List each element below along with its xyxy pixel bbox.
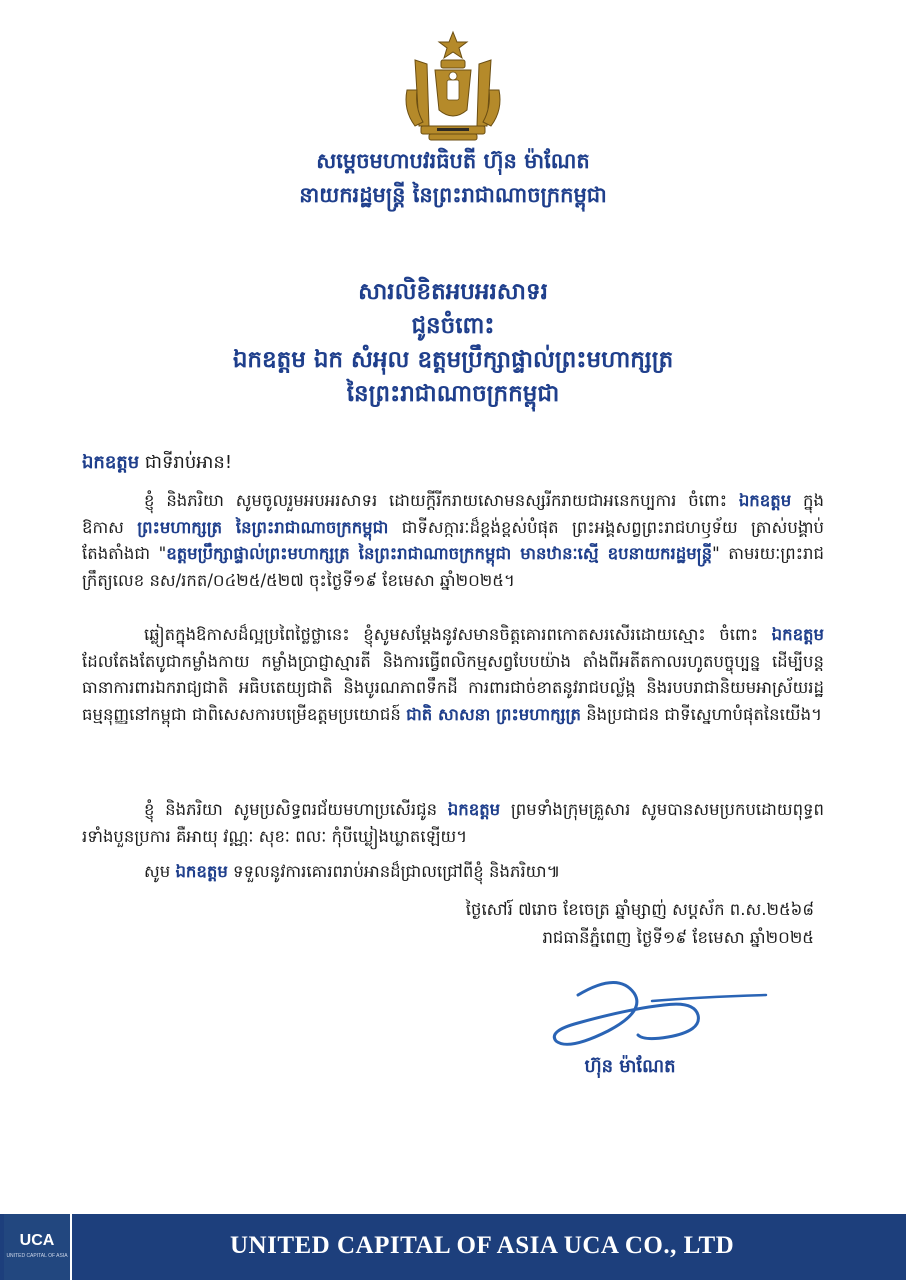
salutation	[82, 450, 232, 477]
logo-subtext: UNITED CAPITAL OF ASIA	[6, 1253, 68, 1259]
date-lunar: ថ្ងៃសៅរ៍ ៧រោច ខែចេត្រ ឆ្នាំម្សាញ់ សប្តស័ក ព.ស.២៥៦៨	[465, 900, 814, 919]
company-name: UNITED CAPITAL OF ASIA UCA CO., LTD	[230, 1232, 735, 1259]
salutation-honorific: ឯកឧត្តម	[82, 452, 140, 473]
date-solar: រាជធានីភ្នំពេញ ថ្ងៃទី១៩ ខែមេសា ឆ្នាំ២០២៥	[542, 928, 814, 947]
paragraph-closing: សូម ឯកឧត្តម ទទួលនូវការគោរពរាប់អានដ៏ជ្រាលជ្រៅពីខ្ញុំ និងភរិយា៕	[144, 862, 561, 881]
signatory-name: ហ៊ុន ម៉ាណែត	[584, 1056, 676, 1077]
paragraph-appreciation: ឆ្លៀតក្នុងឱកាសដ៏ល្អប្រពៃថ្លៃថ្លានេះ ខ្ញុំសូមសម្តែងនូវសមានចិត្តគោរពកោតសរសើរដោយស្មោះ ចំពោះ ឯកឧត្តម ដែលតែងតែបូជាកម្លាំងកាយ កម្លាំងប្រាជ្ញាស្មារតី និងការធ្វើពលិកម្មសព្វបែបយ៉ាង តាំងពីអតីតកាលរហូតបច្ចុប្បន្ន ដើម្បីបន្តធានាការពារឯករាជ្យជាតិ អធិបតេយ្យជាតិ និងបូរណភាពទឹកដី ការពារជាច់ខាតនូវរាជបល្ល័ង្ក និងរបបរាជានិយមអាស្រ័យរដ្ឋធម្មនុញ្ញនៅកម្ពុជា ជាពិសេសការបម្រើឧត្តមប្រយោជន៍ ជាតិ សាសនា ព្រះមហាក្សត្រ និងប្រជាជន ជាទីស្នេហាបំផុតនៃយើង។	[82, 625, 824, 724]
prime-minister-title: នាយករដ្ឋមន្ត្រី នៃព្រះរាជាណាចក្រកម្ពុជា	[299, 183, 607, 207]
prime-minister-name: សម្តេចមហាបវរធិបតី ហ៊ុន ម៉ាណែត	[316, 149, 590, 173]
letter-recipient-name: ឯកឧត្តម ឯក សំអុល ឧត្តមប្រឹក្សាផ្ទាល់ព្រះមហាក្សត្រ	[232, 347, 674, 373]
paragraph-blessings: ខ្ញុំ និងភរិយា សូមប្រសិទ្ធពរជ័យមហាប្រសើរជូន ឯកឧត្តម ព្រមទាំងក្រុមគ្រួសារ សូមបានសមប្រកបដោយពុទ្ធពរទាំងបួនប្រការ គឺអាយុ វណ្ណៈ សុខៈ ពលៈ កុំបីឃ្លៀងឃ្លាតឡើយ។	[82, 800, 825, 846]
handwritten-signature-icon	[548, 975, 773, 1060]
logo-text: UCA	[19, 1232, 55, 1249]
letter-recipient-country: នៃព្រះរាជាណាចក្រកម្ពុជា	[346, 381, 560, 407]
royal-coat-of-arms-icon	[401, 30, 505, 142]
letter-title: សារលិខិតអបអរសាទរ	[358, 279, 548, 305]
letter-recipient-intro: ជូនចំពោះ	[411, 313, 495, 339]
salutation-text: ជាទីរាប់អាន!	[139, 452, 233, 473]
company-logo	[4, 1214, 72, 1280]
paragraph-congratulations: ខ្ញុំ និងភរិយា សូមចូលរួមអបអរសាទរ ដោយក្តីរីករាយសោមនស្សរីករាយជាអនេកប្បការ ចំពោះ ឯកឧត្តម ក្នុងឱកាស ព្រះមហាក្សត្រ នៃព្រះរាជាណាចក្រកម្ពុជា ជាទីសក្ការៈដ៏ខ្ពង់ខ្ពស់បំផុត ព្រះអង្គសព្វព្រះរាជហឫទ័យ ត្រាស់បង្គាប់តែងតាំងជា "ឧត្តមប្រឹក្សាផ្ទាល់ព្រះមហាក្សត្រ នៃព្រះរាជាណាចក្រកម្ពុជា មានឋានៈស្មើ ឧបនាយករដ្ឋមន្ត្រី" តាមរយៈព្រះរាជក្រឹត្យលេខ នស/រកត/០៤២៥/៥២៧ ចុះថ្ងៃទី១៩ ខែមេសា ឆ្នាំ២០២៥។	[82, 491, 825, 590]
footer-banner	[0, 1214, 906, 1280]
